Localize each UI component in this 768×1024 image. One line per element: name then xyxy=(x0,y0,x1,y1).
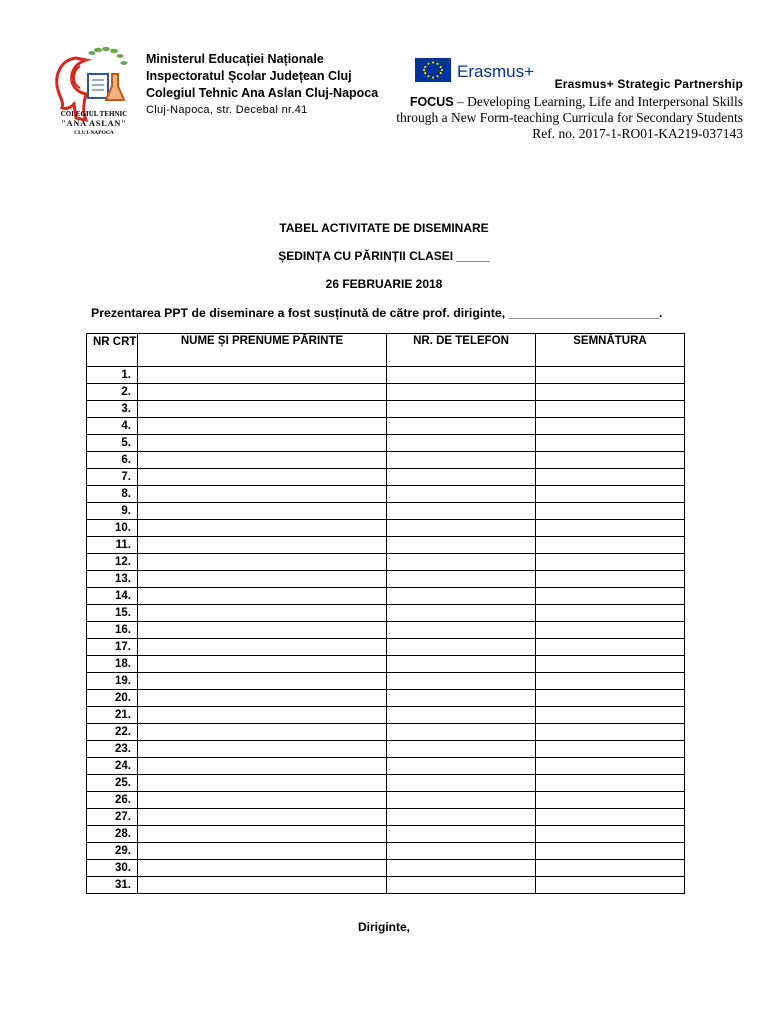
project-reference: Ref. no. 2017-1-RO01-KA219-037143 xyxy=(532,126,743,141)
phone-cell[interactable] xyxy=(387,605,536,622)
row-number: 14. xyxy=(87,588,138,605)
name-cell[interactable] xyxy=(138,435,387,452)
phone-cell[interactable] xyxy=(387,826,536,843)
row-number: 18. xyxy=(87,656,138,673)
row-number: 6. xyxy=(87,452,138,469)
table-row xyxy=(87,843,685,860)
signature-cell[interactable] xyxy=(536,588,685,605)
row-number: 30. xyxy=(87,860,138,877)
row-number: 29. xyxy=(87,843,138,860)
svg-text:"ANA ASLAN": "ANA ASLAN" xyxy=(61,119,127,128)
table-row xyxy=(87,418,685,435)
signature-cell[interactable] xyxy=(536,605,685,622)
table-row xyxy=(87,741,685,758)
signature-cell[interactable] xyxy=(536,571,685,588)
table-row xyxy=(87,724,685,741)
phone-cell[interactable] xyxy=(387,384,536,401)
signature-cell[interactable] xyxy=(536,452,685,469)
table-row xyxy=(87,571,685,588)
table-row xyxy=(87,758,685,775)
name-cell[interactable] xyxy=(138,367,387,384)
name-cell[interactable] xyxy=(138,707,387,724)
signature-cell[interactable] xyxy=(536,486,685,503)
table-row xyxy=(87,707,685,724)
phone-cell[interactable] xyxy=(387,418,536,435)
phone-cell[interactable] xyxy=(387,775,536,792)
svg-text:COLEGIUL TEHNIC: COLEGIUL TEHNIC xyxy=(60,110,128,118)
column-header-name: NUME ȘI PRENUME PĂRINTE xyxy=(138,334,387,367)
name-cell[interactable] xyxy=(138,401,387,418)
signature-cell[interactable] xyxy=(536,860,685,877)
name-cell[interactable] xyxy=(138,469,387,486)
focus-text: – Developing Learning, Life and Interpersonal Skills through a New Form-teaching Curricula for Secondary Students xyxy=(396,94,743,125)
name-cell[interactable] xyxy=(138,656,387,673)
signature-cell[interactable] xyxy=(536,877,685,894)
signature-cell[interactable] xyxy=(536,469,685,486)
phone-cell[interactable] xyxy=(387,724,536,741)
name-cell[interactable] xyxy=(138,452,387,469)
signature-cell[interactable] xyxy=(536,792,685,809)
row-number: 16. xyxy=(87,622,138,639)
signature-cell[interactable] xyxy=(536,775,685,792)
name-cell[interactable] xyxy=(138,792,387,809)
signature-cell[interactable] xyxy=(536,758,685,775)
row-number: 3. xyxy=(87,401,138,418)
name-cell[interactable] xyxy=(138,605,387,622)
phone-cell[interactable] xyxy=(387,435,536,452)
phone-cell[interactable] xyxy=(387,843,536,860)
signature-cell[interactable] xyxy=(536,843,685,860)
phone-cell[interactable] xyxy=(387,520,536,537)
signature-label: Diriginte, xyxy=(357,920,410,934)
row-number: 17. xyxy=(87,639,138,656)
column-header-nr-crt: NR CRT xyxy=(87,334,138,367)
name-cell[interactable] xyxy=(138,486,387,503)
phone-cell[interactable] xyxy=(387,503,536,520)
name-cell[interactable] xyxy=(138,384,387,401)
inspectorate-line: Inspectoratul Școlar Județean Cluj xyxy=(146,69,352,83)
table-row xyxy=(87,435,685,452)
row-number: 24. xyxy=(87,758,138,775)
row-number: 20. xyxy=(87,690,138,707)
table-row xyxy=(87,554,685,571)
erasmus-logo xyxy=(415,58,553,84)
signature-cell[interactable] xyxy=(536,435,685,452)
phone-cell[interactable] xyxy=(387,656,536,673)
table-row xyxy=(87,486,685,503)
table-row xyxy=(87,384,685,401)
table-row xyxy=(87,775,685,792)
row-number: 10. xyxy=(87,520,138,537)
phone-cell[interactable] xyxy=(387,401,536,418)
table-row xyxy=(87,469,685,486)
table-row xyxy=(87,401,685,418)
signature-cell[interactable] xyxy=(536,809,685,826)
row-number: 8. xyxy=(87,486,138,503)
school-name-line: Colegiul Tehnic Ana Aslan Cluj-Napoca xyxy=(146,86,379,100)
meeting-date: 26 FEBRUARIE 2018 xyxy=(325,277,443,291)
name-cell[interactable] xyxy=(138,418,387,435)
row-number: 28. xyxy=(87,826,138,843)
phone-cell[interactable] xyxy=(387,554,536,571)
table-row xyxy=(87,520,685,537)
row-number: 13. xyxy=(87,571,138,588)
table-header-row xyxy=(87,334,685,367)
phone-cell[interactable] xyxy=(387,877,536,894)
phone-cell[interactable] xyxy=(387,707,536,724)
row-number: 22. xyxy=(87,724,138,741)
phone-cell[interactable] xyxy=(387,486,536,503)
project-description xyxy=(383,94,743,142)
name-cell[interactable] xyxy=(138,622,387,639)
name-cell[interactable] xyxy=(138,571,387,588)
name-cell[interactable] xyxy=(138,639,387,656)
signature-cell[interactable] xyxy=(536,503,685,520)
phone-cell[interactable] xyxy=(387,758,536,775)
phone-cell[interactable] xyxy=(387,639,536,656)
phone-cell[interactable] xyxy=(387,537,536,554)
name-cell[interactable] xyxy=(138,775,387,792)
table-row xyxy=(87,656,685,673)
svg-text:Erasmus+: Erasmus+ xyxy=(457,62,534,81)
signature-cell[interactable] xyxy=(536,656,685,673)
row-number: 9. xyxy=(87,503,138,520)
name-cell[interactable] xyxy=(138,741,387,758)
signature-cell[interactable] xyxy=(536,690,685,707)
name-cell[interactable] xyxy=(138,588,387,605)
signature-cell[interactable] xyxy=(536,418,685,435)
laurel-icon xyxy=(89,47,128,65)
table-row xyxy=(87,588,685,605)
document-title: TABEL ACTIVITATE DE DISEMINARE xyxy=(279,221,489,235)
signature-cell[interactable] xyxy=(536,367,685,384)
signature-cell[interactable] xyxy=(536,673,685,690)
row-number: 12. xyxy=(87,554,138,571)
name-cell[interactable] xyxy=(138,724,387,741)
phone-cell[interactable] xyxy=(387,860,536,877)
school-address: Cluj-Napoca, str. Decebal nr.41 xyxy=(146,104,308,116)
phone-cell[interactable] xyxy=(387,452,536,469)
name-cell[interactable] xyxy=(138,843,387,860)
name-cell[interactable] xyxy=(138,690,387,707)
phone-cell[interactable] xyxy=(387,673,536,690)
table-row xyxy=(87,809,685,826)
column-header-signature: SEMNĂTURA xyxy=(536,334,685,367)
signature-cell[interactable] xyxy=(536,707,685,724)
phone-cell[interactable] xyxy=(387,367,536,384)
table-row xyxy=(87,877,685,894)
meeting-title: ȘEDINȚA CU PĂRINȚII CLASEI _____ xyxy=(278,249,490,263)
name-cell[interactable] xyxy=(138,520,387,537)
row-number: 27. xyxy=(87,809,138,826)
name-cell[interactable] xyxy=(138,537,387,554)
table-row xyxy=(87,367,685,384)
row-number: 5. xyxy=(87,435,138,452)
row-number: 31. xyxy=(87,877,138,894)
phone-cell[interactable] xyxy=(387,588,536,605)
name-cell[interactable] xyxy=(138,826,387,843)
table-row xyxy=(87,690,685,707)
table-row xyxy=(87,639,685,656)
row-number: 19. xyxy=(87,673,138,690)
row-number: 21. xyxy=(87,707,138,724)
ministry-line: Ministerul Educației Naționale xyxy=(146,52,324,66)
signature-cell[interactable] xyxy=(536,554,685,571)
table-row xyxy=(87,537,685,554)
row-number: 23. xyxy=(87,741,138,758)
table-row xyxy=(87,622,685,639)
row-number: 2. xyxy=(87,384,138,401)
focus-label: FOCUS xyxy=(409,95,454,109)
table-row xyxy=(87,503,685,520)
name-cell[interactable] xyxy=(138,673,387,690)
name-cell[interactable] xyxy=(138,503,387,520)
school-logo xyxy=(46,44,142,140)
phone-cell[interactable] xyxy=(387,741,536,758)
phone-cell[interactable] xyxy=(387,571,536,588)
row-number: 25. xyxy=(87,775,138,792)
table-row xyxy=(87,673,685,690)
name-cell[interactable] xyxy=(138,758,387,775)
ministry-block xyxy=(146,51,378,119)
row-number: 26. xyxy=(87,792,138,809)
attendance-table xyxy=(86,333,685,894)
table-row xyxy=(87,452,685,469)
phone-cell[interactable] xyxy=(387,792,536,809)
name-cell[interactable] xyxy=(138,860,387,877)
signature-cell[interactable] xyxy=(536,537,685,554)
row-number: 7. xyxy=(87,469,138,486)
name-cell[interactable] xyxy=(138,554,387,571)
phone-cell[interactable] xyxy=(387,622,536,639)
strategic-partnership: Erasmus+ Strategic Partnership xyxy=(554,77,743,91)
table-row xyxy=(87,826,685,843)
signature-cell[interactable] xyxy=(536,401,685,418)
phone-cell[interactable] xyxy=(387,809,536,826)
phone-cell[interactable] xyxy=(387,469,536,486)
row-number: 11. xyxy=(87,537,138,554)
signature-cell[interactable] xyxy=(536,622,685,639)
name-cell[interactable] xyxy=(138,877,387,894)
table-row xyxy=(87,605,685,622)
phone-cell[interactable] xyxy=(387,690,536,707)
signature-cell[interactable] xyxy=(536,520,685,537)
signature-cell[interactable] xyxy=(536,639,685,656)
row-number: 15. xyxy=(87,605,138,622)
row-number: 1. xyxy=(87,367,138,384)
signature-cell[interactable] xyxy=(536,724,685,741)
signature-cell[interactable] xyxy=(536,384,685,401)
name-cell[interactable] xyxy=(138,809,387,826)
signature-cell[interactable] xyxy=(536,741,685,758)
column-header-phone: NR. DE TELEFON xyxy=(387,334,536,367)
table-row xyxy=(87,792,685,809)
book-icon xyxy=(88,74,108,98)
svg-text:CLUJ-NAPOCA: CLUJ-NAPOCA xyxy=(74,130,114,136)
table-row xyxy=(87,860,685,877)
row-number: 4. xyxy=(87,418,138,435)
intro-statement: Prezentarea PPT de diseminare a fost susținută de către prof. diriginte, ______________________. xyxy=(91,306,663,320)
signature-cell[interactable] xyxy=(536,826,685,843)
